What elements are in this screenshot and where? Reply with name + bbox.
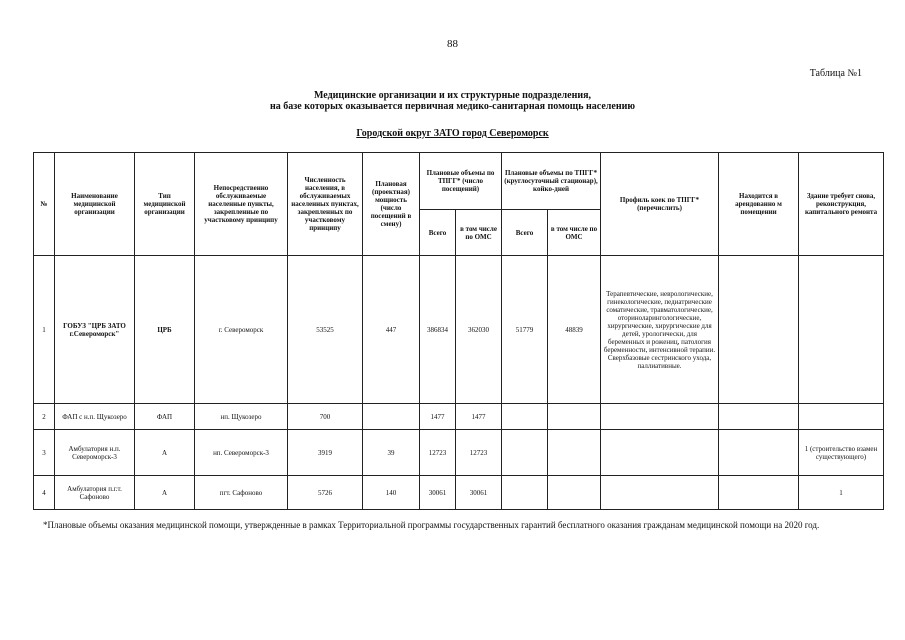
cell-beds-total xyxy=(502,404,548,430)
cell-num: 3 xyxy=(34,430,55,476)
cell-beds-total xyxy=(502,476,548,510)
header-visits-oms: в том числе по ОМС xyxy=(456,210,502,256)
cell-visits-total: 386834 xyxy=(420,256,456,404)
cell-visits-oms: 30061 xyxy=(456,476,502,510)
organizations-table xyxy=(33,152,884,510)
cell-visits-total: 30061 xyxy=(420,476,456,510)
cell-visits-total: 1477 xyxy=(420,404,456,430)
header-repair: Здание требует снова, реконструкция, капитального ремонта xyxy=(799,153,884,256)
cell-population: 700 xyxy=(288,404,363,430)
cell-repair xyxy=(799,256,884,404)
cell-num: 2 xyxy=(34,404,55,430)
header-population: Численность населения, в обслуживаемых населенных пунктах, закрепленных по участковому принципу xyxy=(288,153,363,256)
header-capacity: Плановая (проектная) мощность (число посещений в смену) xyxy=(363,153,420,256)
cell-num: 4 xyxy=(34,476,55,510)
header-beds-oms: в том числе по ОМС xyxy=(548,210,601,256)
cell-visits-total: 12723 xyxy=(420,430,456,476)
header-profile: Профиль коек по ТПГГ* (перечислить) xyxy=(601,153,719,256)
cell-leased xyxy=(719,256,799,404)
cell-settlements: пгт. Сафоново xyxy=(195,476,288,510)
table-row xyxy=(34,476,884,510)
cell-org-type: А xyxy=(135,476,195,510)
cell-capacity xyxy=(363,404,420,430)
document-subtitle: Городской округ ЗАТО город Североморск xyxy=(356,128,549,139)
cell-leased xyxy=(719,476,799,510)
title-line-2: на базе которых оказывается первичная медико-санитарная помощь населению xyxy=(270,101,635,112)
cell-org-type: ЦРБ xyxy=(135,256,195,404)
cell-population: 3919 xyxy=(288,430,363,476)
header-settlements: Непосредственно обслуживаемые населенные пункты, закрепленные по участковому принципу xyxy=(195,153,288,256)
cell-beds-total: 51779 xyxy=(502,256,548,404)
cell-beds-total xyxy=(502,430,548,476)
cell-org-type: ФАП xyxy=(135,404,195,430)
table-row xyxy=(34,404,884,430)
cell-visits-oms: 362030 xyxy=(456,256,502,404)
header-leased: Находится в арендованно м помещении xyxy=(719,153,799,256)
header-org-type: Тип медицинской организации xyxy=(135,153,195,256)
table-row xyxy=(34,430,884,476)
header-visits-total: Всего xyxy=(420,210,456,256)
cell-beds-oms xyxy=(548,404,601,430)
header-visits-group: Плановые объемы по ТПГГ* (число посещений) xyxy=(420,153,502,210)
cell-leased xyxy=(719,430,799,476)
cell-profile: Терапевтические, неврологические, гинекологические, педиатрические соматические, травматологические, оториноларингологические, хирургические, хирургические для детей, урологически, для беременных и рожениц, патология беременности, интенсивной терапии. Сверхбазовые сестринского ухода, паллиативные. xyxy=(601,256,719,404)
footnote: *Плановые объемы оказания медицинской помощи, утвержденные в рамках Территориальной программы государственных гарантий бесплатного оказания гражданам медицинской помощи на 2020 год. xyxy=(43,520,820,530)
cell-population: 53525 xyxy=(288,256,363,404)
cell-profile xyxy=(601,430,719,476)
cell-beds-oms: 48839 xyxy=(548,256,601,404)
cell-profile xyxy=(601,476,719,510)
cell-leased xyxy=(719,404,799,430)
cell-org-name: ГОБУЗ "ЦРБ ЗАТО г.Североморск" xyxy=(55,256,135,404)
cell-repair: 1 xyxy=(799,476,884,510)
cell-profile xyxy=(601,404,719,430)
cell-capacity: 447 xyxy=(363,256,420,404)
header-row-1 xyxy=(34,153,884,210)
cell-settlements: нп. Щукозеро xyxy=(195,404,288,430)
cell-beds-oms xyxy=(548,476,601,510)
header-beds-group: Плановые объемы по ТПГГ* (круглосуточный стационар), койко-дней xyxy=(502,153,601,210)
cell-capacity: 140 xyxy=(363,476,420,510)
cell-population: 5726 xyxy=(288,476,363,510)
table-label: Таблица №1 xyxy=(809,68,862,79)
cell-org-name: Амбулатория н.п. Североморск-3 xyxy=(55,430,135,476)
table-row xyxy=(34,256,884,404)
cell-visits-oms: 12723 xyxy=(456,430,502,476)
cell-org-name: Амбулатория п.г.т. Сафоново xyxy=(55,476,135,510)
cell-org-type: А xyxy=(135,430,195,476)
cell-settlements: нп. Североморск-3 xyxy=(195,430,288,476)
cell-repair xyxy=(799,404,884,430)
cell-settlements: г. Североморск xyxy=(195,256,288,404)
document-title xyxy=(0,90,905,112)
cell-visits-oms: 1477 xyxy=(456,404,502,430)
cell-org-name: ФАП с н.п. Щукозеро xyxy=(55,404,135,430)
cell-repair: 1 (строительство взамен существующего) xyxy=(799,430,884,476)
header-num: № xyxy=(34,153,55,256)
cell-beds-oms xyxy=(548,430,601,476)
page-number: 88 xyxy=(447,38,458,50)
title-line-1: Медицинские организации и их структурные подразделения, xyxy=(314,90,591,101)
header-beds-total: Всего xyxy=(502,210,548,256)
cell-capacity: 39 xyxy=(363,430,420,476)
cell-num: 1 xyxy=(34,256,55,404)
header-org-name: Наименование медицинской организации xyxy=(55,153,135,256)
